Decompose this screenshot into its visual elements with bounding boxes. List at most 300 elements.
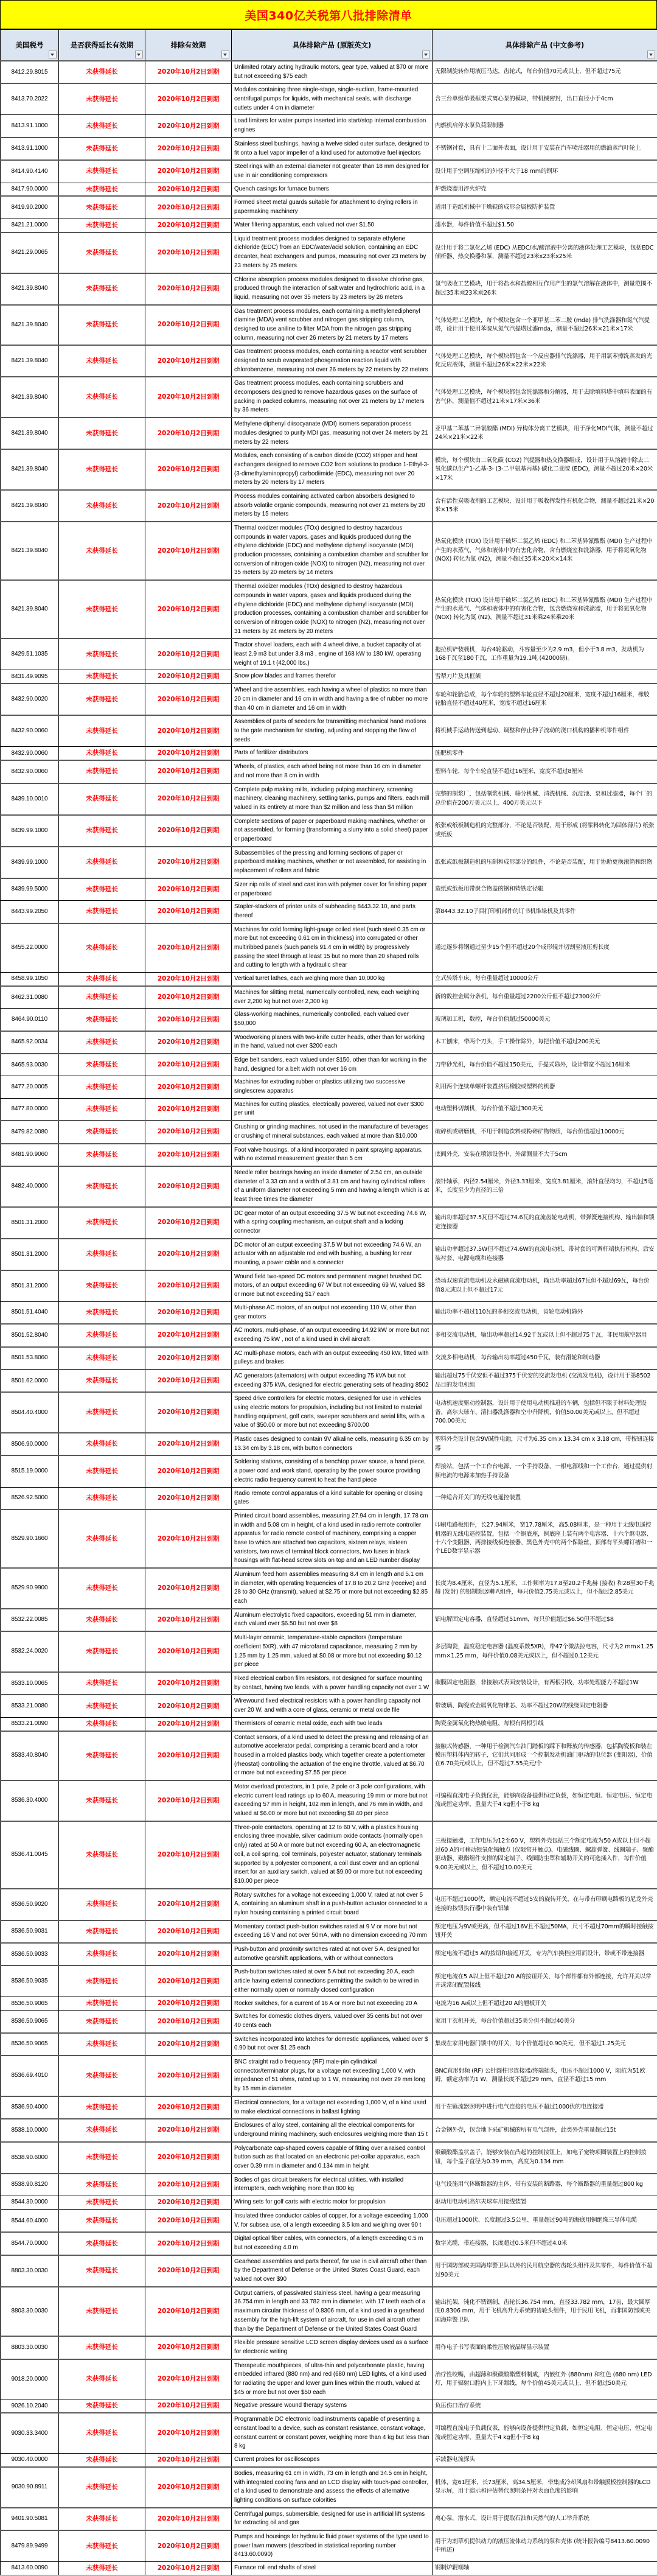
cell-hts-code: 9401.90.5081 bbox=[1, 2508, 59, 2530]
column-header-product-cn-label: 具体排除产品 (中文参考) bbox=[505, 41, 585, 49]
table-row bbox=[1, 83, 657, 115]
cell-product-english: Speed drive controllers for electric motors, designed for use in vehicles using electric motors for propulsion, including but not limited to material handling equipment, golf carts, sweeper scrubbers and aerial lifts, with a value of $50.00 or more but not exceeding $700.00 bbox=[232, 1392, 433, 1433]
cell-product-english: Wheels, of plastics, each wheel being not more than 16 cm in diameter and not more than 8 cm in width bbox=[232, 760, 433, 783]
cell-product-chinese: 第8443.32.10子目打印机部件的订书机堆垛机及其零件 bbox=[433, 901, 657, 923]
cell-extension-status: 未获得延长 bbox=[59, 639, 145, 670]
cell-product-chinese: 氯气吸收工艺模块，用于将盐水和盐酸相互作用产生的氯气溶解在液体中，测量范围不超过35米乘23米乘26米 bbox=[433, 273, 657, 305]
cell-product-english: Thermal oxidizer modules (TOx) designed to destroy hazardous compounds in water vapors, gases and liquids produced during the ethylene dichloride (EDC) and methylene diphenyl isocyanate (MDI) production processes, containing a combustion chamber and scrubber for conversion of nitrogen oxide (NOX) to nitrogen (N2), measuring not over 31 meters by 24 meters by 20 meters bbox=[232, 580, 433, 639]
cell-product-english: Polycarbonate cap-shaped covers capable of fitting over a raised control button such as that located on an electronic pet-collar apparatus, each cover 0.39 mm in diameter and 0.134 mm in height bbox=[232, 2142, 433, 2174]
cell-extension-status: 未获得延长 bbox=[59, 1144, 145, 1166]
table-row bbox=[1, 1301, 657, 1324]
table-row bbox=[1, 2255, 657, 2287]
cell-expiry-date: 2020年10月2日到期 bbox=[145, 2255, 232, 2287]
cell-expiry-date: 2020年10月2日到期 bbox=[145, 1031, 232, 1054]
cell-extension-status: 未获得延长 bbox=[59, 449, 145, 490]
cell-product-chinese: 气体处理工艺模块，每个模块包含一个亚甲基二苯二胺 (mda) 排气洗涤器和氮气汽提塔，设计用于使用苯胺从氮气汽提塔过滤mda，测量不超过26米×21米×17米 bbox=[433, 305, 657, 346]
cell-product-chinese: 可编程直流电子负载仪表，能够向设备提供恒定负载，如恒定电阻、恒定电压、恒定电流或恒定功率，重量大于4 kg但小于8 kg bbox=[433, 2413, 657, 2453]
table-row bbox=[1, 2453, 657, 2466]
cell-product-english: BNC straight radio frequency (RF) male-pin cylindrical connector/terminator plugs, for a voltage not exceeding 1,000 V, with impedance of 51 ohms, rated up to 1 W, measuring not over 29 mm long by 15 mm in diameter bbox=[232, 2056, 433, 2096]
table-row bbox=[1, 1031, 657, 1054]
table-row bbox=[1, 1717, 657, 1731]
cell-hts-code: 8421.39.8040 bbox=[1, 273, 59, 305]
cell-hts-code: 8501.51.4040 bbox=[1, 1301, 59, 1324]
table-row bbox=[1, 61, 657, 83]
cell-product-chinese: 合金钢外壳，包含地下采矿机械的所有电气部件，此类外壳重量超过15t bbox=[433, 2119, 657, 2141]
cell-hts-code: 8544.60.4000 bbox=[1, 2210, 59, 2232]
cell-product-english: Assemblies of parts of seeders for transmitting mechanical hand motions to the gate mechanism for starting, adjusting and stopping the flow of seeds bbox=[232, 715, 433, 747]
cell-hts-code: 8533.21.0090 bbox=[1, 1717, 59, 1731]
table-row bbox=[1, 815, 657, 847]
cell-product-chinese: 输出托架，钝化不锈钢制，齿轮长36.754 mm，直径33.782 mm，17齿，最大圆厚度0.8306 mm，用于飞机高升力系统的齿轮头组件，用于民用飞机，而非国防部或美国海岸警卫队 bbox=[433, 2287, 657, 2336]
cell-expiry-date: 2020年10月2日到期 bbox=[145, 1166, 232, 1207]
cell-product-chinese: 气体处理工艺模块，每个模块都包含洗涤器和分解器，用于去除填料塔中填料表面的有害气体，测量值不超过21米×17米×36米 bbox=[433, 377, 657, 418]
cell-product-english: Switches for domestic clothes dryers, valued over 35 cents but not over 40 cents each bbox=[232, 2011, 433, 2033]
cell-hts-code: 8413.70.2022 bbox=[1, 83, 59, 115]
table-row bbox=[1, 377, 657, 418]
cell-product-chinese: 车轮和轮胎总成，每个车轮的塑料车轮直径不超过20厘米，宽度不超过16厘米，橡胶轮胎直径不超过40厘米，宽度不超过16厘米 bbox=[433, 684, 657, 715]
cell-product-english: Rocker switches, for a current of 16 A or more but not exceeding 20 A bbox=[232, 1997, 433, 2011]
filter-dropdown-icon[interactable] bbox=[49, 51, 57, 58]
cell-hts-code: 9026.10.2040 bbox=[1, 2399, 59, 2413]
cell-hts-code: 8462.31.0080 bbox=[1, 986, 59, 1009]
cell-product-english: Snow plow blades and frames therefor bbox=[232, 670, 433, 684]
cell-hts-code: 8536.50.9065 bbox=[1, 1997, 59, 2011]
table-row bbox=[1, 233, 657, 273]
cell-product-english: Plastic cases designed to contain 9V alkaline cells, measuring 6.35 cm by 13.34 cm by 3.18 cm, with button connectors bbox=[232, 1433, 433, 1455]
cell-product-chinese: 内燃机启停水泵负荷限制器 bbox=[433, 115, 657, 138]
cell-product-english: Pumps and housings for hydraulic fluid power systems of the type used to power lawn mowers (described in statistical reporting number 8413.60.0090) bbox=[232, 2530, 433, 2562]
cell-expiry-date: 2020年10月2日到期 bbox=[145, 923, 232, 973]
cell-expiry-date: 2020年10月2日到期 bbox=[145, 1568, 232, 1609]
table-row bbox=[1, 1510, 657, 1568]
cell-extension-status: 未获得延长 bbox=[59, 1889, 145, 1920]
cell-expiry-date: 2020年10月2日到期 bbox=[145, 986, 232, 1009]
cell-product-chinese: 造纸或纸板用带聚合物盖的钢和铸铁定径辊 bbox=[433, 878, 657, 901]
cell-extension-status: 未获得延长 bbox=[59, 138, 145, 160]
cell-extension-status: 未获得延长 bbox=[59, 1370, 145, 1392]
column-header-product-en[interactable] bbox=[232, 30, 433, 61]
table-row bbox=[1, 1076, 657, 1098]
cell-product-chinese: 长度为8.4厘米，直径为5.1厘米，工作频率为17.8至20.2千兆赫 (接收) 和28至30千兆赫 (发射) 的铝制馈送喇叭组件，每只价值2.75美元或以上，但不超过2.85美元 bbox=[433, 1568, 657, 1609]
cell-hts-code: 8479.82.0080 bbox=[1, 1121, 59, 1143]
table-row bbox=[1, 2011, 657, 2033]
cell-product-english: Vertical turret lathes, each weighing more than 10,000 kg bbox=[232, 973, 433, 986]
table-row bbox=[1, 1207, 657, 1239]
cell-product-chinese: 完整的制浆厂，包括制浆机械、筛分机械、清洗机械、沉淀池、泵和过滤器，每个厂的总价值在200万美元以上，400万美元以下 bbox=[433, 783, 657, 815]
cell-extension-status: 未获得延长 bbox=[59, 2359, 145, 2399]
cell-expiry-date: 2020年10月2日到期 bbox=[145, 219, 232, 232]
cell-product-english: Chlorine absorption process modules designed to dissolve chlorine gas, produced through the interaction of salt water and hydrochloric acid, in a liquid, measuring not over 35 meters by 23 meters by 26 meters bbox=[232, 273, 433, 305]
cell-extension-status: 未获得延长 bbox=[59, 815, 145, 847]
table-row bbox=[1, 1780, 657, 1821]
cell-product-english: Complete pulp making mills, including pulping machinery, screening machinery, cleaning machinery, settling tanks, pumps and filters, each mill valued in its entirety at more than $2 million and less than $4 million bbox=[232, 783, 433, 815]
cell-extension-status: 未获得延长 bbox=[59, 2056, 145, 2096]
cell-product-english: Current probes for oscilloscopes bbox=[232, 2453, 433, 2466]
table-row bbox=[1, 923, 657, 973]
table-row bbox=[1, 1695, 657, 1717]
cell-expiry-date: 2020年10月2日到期 bbox=[145, 1239, 232, 1270]
cell-product-chinese: 数字光缆，带连接器，长度超过0.5米但不超过4.0米 bbox=[433, 2232, 657, 2255]
cell-product-chinese: 滚针轴承，内径2.54厘米，外径3.33厘米，宽度3.81厘米，滚针直径均匀，不超过5毫米，长度至少为直径的三倍 bbox=[433, 1166, 657, 1207]
cell-extension-status: 未获得延长 bbox=[59, 1672, 145, 1695]
cell-hts-code: 8413.60.0090 bbox=[1, 2562, 59, 2575]
cell-hts-code: 9030.40.0000 bbox=[1, 2453, 59, 2466]
column-header-product-en-label: 具体排除产品 (原版英文) bbox=[292, 41, 372, 49]
cell-product-chinese: 玻璃加工机，数控，每台价值超过50000美元 bbox=[433, 1009, 657, 1031]
cell-extension-status: 未获得延长 bbox=[59, 1780, 145, 1821]
cell-product-english: Wirewound fixed electrical resistors with a power handling capacity not over 20 W, and with a core of glass, ceramic or metal oxide file bbox=[232, 1695, 433, 1717]
cell-product-chinese: 额定电流在5 A以上但不超过20 A的按钮开关，每个部件都有外部连接，允许开关以常开或常闭配置接线 bbox=[433, 1965, 657, 1997]
cell-product-english: AC generators (alternators) with output exceeding 75 kVA but not exceeding 375 kVA, designed for electric generating sets of heading 8502 bbox=[232, 1370, 433, 1392]
column-header-expiry-label: 排除有效期 bbox=[170, 41, 206, 49]
filter-dropdown-icon[interactable] bbox=[647, 51, 655, 58]
cell-product-chinese: 不锈钢衬套，具有十二面外表面，设计用于安装在汽车喷油器用的燃油蒸汽叶轮上 bbox=[433, 138, 657, 160]
table-row bbox=[1, 490, 657, 522]
cell-extension-status: 未获得延长 bbox=[59, 2210, 145, 2232]
cell-expiry-date: 2020年10月2日到期 bbox=[145, 973, 232, 986]
cell-hts-code: 8458.99.1050 bbox=[1, 973, 59, 986]
cell-product-english: Glass-working machines, numerically controlled, each valued over $50,000 bbox=[232, 1009, 433, 1031]
table-row bbox=[1, 1009, 657, 1031]
cell-extension-status: 未获得延长 bbox=[59, 1731, 145, 1780]
cell-product-chinese: 输出功率不超过110瓦的多相交流电动机，齿轮电动机除外 bbox=[433, 1301, 657, 1324]
cell-hts-code: 8439.99.5000 bbox=[1, 878, 59, 901]
cell-product-chinese: 电压不超过1000伏，额定电流不超过5安的旋转开关，在与带有印刷电路板的尼龙外壳连接的按钮执行器中装有铝轴 bbox=[433, 1889, 657, 1920]
cell-product-chinese: 用于国防部或美国海岸警卫队以外的民用航空器的齿轮头组件及其零件，每件价值不超过90美元 bbox=[433, 2255, 657, 2287]
cell-expiry-date: 2020年10月2日到期 bbox=[145, 815, 232, 847]
cell-expiry-date: 2020年10月2日到期 bbox=[145, 345, 232, 377]
table-row bbox=[1, 160, 657, 183]
cell-expiry-date: 2020年10月2日到期 bbox=[145, 2399, 232, 2413]
cell-product-english: Soldering stations, consisting of a benchtop power source, a hand piece, a power cord and work stand, operating by the power source providing electric radio frequency current to heat the hand piece bbox=[232, 1455, 433, 1487]
cell-hts-code: 8544.70.0000 bbox=[1, 2232, 59, 2255]
cell-expiry-date: 2020年10月2日到期 bbox=[145, 684, 232, 715]
cell-extension-status: 未获得延长 bbox=[59, 1301, 145, 1324]
cell-extension-status: 未获得延长 bbox=[59, 1609, 145, 1631]
cell-product-chinese: 驱动用电动机高尔夫球车用接线装置 bbox=[433, 2196, 657, 2210]
table-row bbox=[1, 715, 657, 747]
cell-product-chinese: 电压超过1000伏、长度超过3.5公里、重量超过90吨的海底用铜绝缘三导体电缆 bbox=[433, 2210, 657, 2232]
cell-extension-status: 未获得延长 bbox=[59, 490, 145, 522]
cell-expiry-date: 2020年10月2日到期 bbox=[145, 2467, 232, 2508]
cell-expiry-date: 2020年10月2日到期 bbox=[145, 2142, 232, 2174]
cell-expiry-date: 2020年10月2日到期 bbox=[145, 878, 232, 901]
cell-extension-status: 未获得延长 bbox=[59, 1347, 145, 1370]
cell-extension-status: 未获得延长 bbox=[59, 1920, 145, 1943]
cell-product-english: Unlimited rotary acting hydraulic motors, gear type, valued at $70 or more but not exceeding $75 each bbox=[232, 61, 433, 83]
cell-expiry-date: 2020年10月2日到期 bbox=[145, 847, 232, 878]
cell-product-english: Multi-phase AC motors, of an output not exceeding 110 W, other than gear motors bbox=[232, 1301, 433, 1324]
cell-hts-code: 8515.19.0000 bbox=[1, 1455, 59, 1487]
cell-extension-status: 未获得延长 bbox=[59, 345, 145, 377]
cell-product-english: Bodies, measuring 61 cm in width, 73 cm in length and 34.5 cm in height, with integrated cooling fans and an LCD display with touch-pad controller, of a kind used to demonstrate and assess the effects of alternative lighting conditions on surface colorities bbox=[232, 2467, 433, 2508]
cell-hts-code: 8439.99.1000 bbox=[1, 815, 59, 847]
cell-extension-status: 未获得延长 bbox=[59, 973, 145, 986]
cell-product-english: Furnace roll end shafts of steel bbox=[232, 2562, 433, 2575]
column-header-hts-code-label: 美国税号 bbox=[15, 41, 44, 49]
cell-expiry-date: 2020年10月2日到期 bbox=[145, 1076, 232, 1098]
cell-expiry-date: 2020年10月2日到期 bbox=[145, 2011, 232, 2033]
column-header-expiry[interactable] bbox=[145, 30, 232, 61]
cell-expiry-date: 2020年10月2日到期 bbox=[145, 1943, 232, 1965]
cell-product-chinese: 木工刨床，带两个刀头，手工操作除外，每把价值不超过200美元 bbox=[433, 1031, 657, 1054]
column-header-hts-code[interactable] bbox=[1, 30, 59, 61]
cell-extension-status: 未获得延长 bbox=[59, 1631, 145, 1672]
table-row bbox=[1, 2359, 657, 2399]
cell-extension-status: 未获得延长 bbox=[59, 2287, 145, 2336]
cell-expiry-date: 2020年10月2日到期 bbox=[145, 1889, 232, 1920]
cell-extension-status: 未获得延长 bbox=[59, 1997, 145, 2011]
cell-extension-status: 未获得延长 bbox=[59, 522, 145, 580]
table-row bbox=[1, 901, 657, 923]
cell-expiry-date: 2020年10月2日到期 bbox=[145, 1609, 232, 1631]
cell-expiry-date: 2020年10月2日到期 bbox=[145, 1717, 232, 1731]
table-row bbox=[1, 580, 657, 639]
filter-dropdown-icon[interactable] bbox=[221, 51, 229, 58]
cell-product-english: Parts of fertilizer distributors bbox=[232, 747, 433, 760]
cell-product-chinese: 刀带砂光机，每台价值不超过150美元，手提式除外，设计带宽不超过16厘米 bbox=[433, 1054, 657, 1076]
cell-hts-code: 8526.92.5000 bbox=[1, 1487, 59, 1510]
table-row bbox=[1, 1166, 657, 1207]
table-row bbox=[1, 1121, 657, 1143]
cell-product-chinese: 含有活性炭吸收剂的工艺模块，设计用于吸收挥发性有机化合物，测量不超过21米×20米×15米 bbox=[433, 490, 657, 522]
cell-extension-status: 未获得延长 bbox=[59, 219, 145, 232]
filter-dropdown-icon[interactable] bbox=[135, 51, 143, 58]
table-row bbox=[1, 1433, 657, 1455]
cell-hts-code: 8419.90.2000 bbox=[1, 196, 59, 219]
table-row bbox=[1, 1965, 657, 1997]
cell-product-chinese: 离心泵，潜水式，设计用于提取石油和天然气的人工举升系统 bbox=[433, 2508, 657, 2530]
table-row bbox=[1, 522, 657, 580]
cell-extension-status: 未获得延长 bbox=[59, 196, 145, 219]
cell-product-chinese: 适用于造纸机械中干燥辊的成形金属板防护装置 bbox=[433, 196, 657, 219]
cell-product-chinese: 聚碳酸酯盖状盖子，能够安装在凸起的控制按钮上，如电子宠物项圈装置上的控制按钮，每个盖子直径为0.39 mm，高度为0.134 mm bbox=[433, 2142, 657, 2174]
cell-product-english: Machines for cold forming light-gauge coiled steel (such steel 0.35 cm or more but not exceeding 0.61 cm in thickness) into corrugated or other multiribbed panels (such panels 91.4 cm in width) by progressively passing the steel through at least 15 but no more than 20 shaped rolls and cutting to length with a hydraulic shear bbox=[232, 923, 433, 973]
cell-expiry-date: 2020年10月2日到期 bbox=[145, 1455, 232, 1487]
cell-product-english: Subassemblies of the pressing and forming sections of paper or paperboard making machines, whether or not assembled, for assisting in replacement of rollers and fabric bbox=[232, 847, 433, 878]
cell-expiry-date: 2020年10月2日到期 bbox=[145, 639, 232, 670]
cell-expiry-date: 2020年10月2日到期 bbox=[145, 2530, 232, 2562]
cell-product-english: Flexible pressure sensitive LCD screen display devices used as a surface for electronic writing bbox=[232, 2336, 433, 2359]
cell-extension-status: 未获得延长 bbox=[59, 83, 145, 115]
cell-hts-code: 8421.29.0065 bbox=[1, 233, 59, 273]
cell-product-english: Tractor shovel loaders, each with 4 wheel drive, a bucket capacity of at least 2.9 m3 but under 3.8 m3 , engine of 168 kW to 180 kW, operating weight of 19.1 t (42,000 lbs.) bbox=[232, 639, 433, 670]
cell-hts-code: 8421.39.8040 bbox=[1, 418, 59, 449]
cell-product-chinese: 拖拉机铲装载机，每台4轮驱动，斗容量至少为2.9 m3，但小于3.8 m3，发动机为168千瓦至180千瓦，工作重量为19.1吨 (42000磅)。 bbox=[433, 639, 657, 670]
cell-extension-status: 未获得延长 bbox=[59, 2336, 145, 2359]
cell-extension-status: 未获得延长 bbox=[59, 2530, 145, 2562]
cell-product-chinese: 利用两个连续单螺杆装置挤压橡胶或塑料的机器 bbox=[433, 1076, 657, 1098]
table-row bbox=[1, 1997, 657, 2011]
cell-hts-code: 8421.39.8040 bbox=[1, 580, 59, 639]
cell-hts-code: 8421.39.8040 bbox=[1, 377, 59, 418]
cell-extension-status: 未获得延长 bbox=[59, 61, 145, 83]
table-row bbox=[1, 273, 657, 305]
cell-product-chinese: 热氧化模块 (TOX) 设计用于破坏二氯乙烯 (EDC) 和二苯基异氰酸酯 (MDI) 生产过程中产生的水蒸气、气体和液体中的有害化合物，含有燃烧室和洗涤器，用于将氮氧化物 (NOX) 转化为氮 (N2)，测量不超过35米×20米×14米 bbox=[433, 522, 657, 580]
cell-product-english: Enclosures of alloy steel, containing all the electrical components for underground mining machinery, such enclosures weighing more than 15 t bbox=[232, 2119, 433, 2141]
cell-expiry-date: 2020年10月2日到期 bbox=[145, 1821, 232, 1889]
cell-product-chinese: 纸张或纸板制造机的压制和成形部分的组件，不论是否装配，用于协助更换滚筒和织物 bbox=[433, 847, 657, 878]
table-row bbox=[1, 1270, 657, 1302]
cell-product-english: Radio remote control apparatus of a kind suitable for opening or closing gates bbox=[232, 1487, 433, 1510]
cell-extension-status: 未获得延长 bbox=[59, 986, 145, 1009]
table-row bbox=[1, 1455, 657, 1487]
cell-expiry-date: 2020年10月2日到期 bbox=[145, 61, 232, 83]
cell-hts-code: 8538.90.8120 bbox=[1, 2174, 59, 2196]
cell-product-english: Momentary contact push-button switches rated at 9 V or more but not exceeding 16 V and not over 50mA, with no dimension exceeding 70 mm bbox=[232, 1920, 433, 1943]
cell-product-english: Wound field two-speed DC motors and permanent magnet brushed DC motors, of an output exceeding 67 W but not exceeding 69 W, valued $8 or more but not exceeding $17 each bbox=[232, 1270, 433, 1302]
cell-extension-status: 未获得延长 bbox=[59, 1324, 145, 1346]
cell-product-chinese: 带玻璃、陶瓷或金属氧化物堆芯、功率不超过20W的线绕固定电阻器 bbox=[433, 1695, 657, 1717]
cell-product-english: Machines for cutting plastics, electrically powered, valued not over $300 per unit bbox=[232, 1098, 433, 1121]
cell-product-english: Output carriers, of passivated stainless steel, having a gear measuring 36.754 mm in length and 33.782 mm in diameter, with 17 teeth each of a maximum circular thickness of 0.8306 mm, of a kind used in a gearhead assembly for the high-lift system of aircraft, for use in civil aircraft other than by the Department of Defense or the United States Coast Guard bbox=[232, 2287, 433, 2336]
cell-product-english: Machines for slitting metal, numerically controlled, new, each weighing over 2,200 kg but not over 2,300 kg bbox=[232, 986, 433, 1009]
cell-hts-code: 9030.33.3400 bbox=[1, 2413, 59, 2453]
table-row bbox=[1, 2467, 657, 2508]
cell-extension-status: 未获得延长 bbox=[59, 2508, 145, 2530]
cell-hts-code: 8501.53.8060 bbox=[1, 1347, 59, 1370]
cell-extension-status: 未获得延长 bbox=[59, 1965, 145, 1997]
cell-product-chinese: 示波器电流探头 bbox=[433, 2453, 657, 2466]
cell-product-english: Steel rings with an external diameter not greater than 18 mm designed for use in air conditioning compressors bbox=[232, 160, 433, 183]
cell-product-english: Woodworking planers with two-knife cutter heads, other than for working in the hand, valued not over $200 each bbox=[232, 1031, 433, 1054]
cell-expiry-date: 2020年10月2日到期 bbox=[145, 2336, 232, 2359]
table-row bbox=[1, 2033, 657, 2056]
cell-extension-status: 未获得延长 bbox=[59, 2196, 145, 2210]
table-row bbox=[1, 2508, 657, 2530]
table-row bbox=[1, 1889, 657, 1920]
table-row bbox=[1, 760, 657, 783]
table-row bbox=[1, 1487, 657, 1510]
cell-hts-code: 8443.99.2050 bbox=[1, 901, 59, 923]
table-row bbox=[1, 345, 657, 377]
cell-product-chinese: 电气设施用气体断路器的主体，带有安装的断路器，每个断路器的重量超过800 kg bbox=[433, 2174, 657, 2196]
cell-product-english: Wiring sets for golf carts with electric motor for propulsion bbox=[232, 2196, 433, 2210]
table-row bbox=[1, 1609, 657, 1631]
cell-product-english: DC gear motor of an output exceeding 37.5 W but not exceeding 74.6 W, with a spring coupling mechanism, an output shaft and a locking connector bbox=[232, 1207, 433, 1239]
cell-hts-code: 8439.99.1000 bbox=[1, 847, 59, 878]
cell-product-chinese: 模块，每个模块由二氧化碳 (CO2) 汽提器和热交换器组成，设计用于从溶液中除去二氧化碳以生产1-乙基-3- (3-二甲氨基丙基) 碳化二亚胺 (EDC)，测量不超过20米×20米×17米 bbox=[433, 449, 657, 490]
cell-product-english: Water filtering apparatus, each valued not over $1.50 bbox=[232, 219, 433, 232]
cell-product-chinese: 塑料外壳设计包含9V碱性电池，尺寸为6.35 cm x 13.34 cm x 3.18 cm，带按钮连接器 bbox=[433, 1433, 657, 1455]
cell-hts-code: 8429.51.1035 bbox=[1, 639, 59, 670]
cell-hts-code: 8536.50.9020 bbox=[1, 1889, 59, 1920]
cell-product-chinese: 塑料车轮，每个车轮直径不超过16厘米，宽度不超过8厘米 bbox=[433, 760, 657, 783]
cell-hts-code: 8536.50.9065 bbox=[1, 2033, 59, 2056]
cell-product-chinese: 用作电子书写表面的柔性压敏液晶屏显示装置 bbox=[433, 2336, 657, 2359]
cell-extension-status: 未获得延长 bbox=[59, 2413, 145, 2453]
cell-extension-status: 未获得延长 bbox=[59, 1098, 145, 1121]
cell-expiry-date: 2020年10月2日到期 bbox=[145, 1695, 232, 1717]
cell-product-chinese: 滤水器，每件价值不超过$1.50 bbox=[433, 219, 657, 232]
cell-extension-status: 未获得延长 bbox=[59, 160, 145, 183]
table-row bbox=[1, 2056, 657, 2096]
cell-expiry-date: 2020年10月2日到期 bbox=[145, 1054, 232, 1076]
cell-product-chinese: 底阀外壳，安装在喷漆设备中，外部测量不大于5cm bbox=[433, 1144, 657, 1166]
cell-expiry-date: 2020年10月2日到期 bbox=[145, 1207, 232, 1239]
cell-hts-code: 8465.93.0030 bbox=[1, 1054, 59, 1076]
cell-product-chinese: 纸张或纸板制造机的完整部分，不论是否装配，用于形成 (将浆料转化为固体薄片) 纸张或纸板 bbox=[433, 815, 657, 847]
table-row bbox=[1, 1144, 657, 1166]
cell-expiry-date: 2020年10月2日到期 bbox=[145, 1392, 232, 1433]
cell-extension-status: 未获得延长 bbox=[59, 2096, 145, 2119]
table-row bbox=[1, 196, 657, 219]
table-row bbox=[1, 449, 657, 490]
cell-extension-status: 未获得延长 bbox=[59, 1207, 145, 1239]
cell-hts-code: 8529.90.1660 bbox=[1, 1510, 59, 1568]
column-header-product-cn[interactable] bbox=[433, 30, 657, 61]
cell-expiry-date: 2020年10月2日到期 bbox=[145, 2210, 232, 2232]
table-row bbox=[1, 2287, 657, 2336]
column-header-extension-status[interactable] bbox=[59, 30, 145, 61]
cell-extension-status: 未获得延长 bbox=[59, 2033, 145, 2056]
table-row bbox=[1, 986, 657, 1009]
cell-extension-status: 未获得延长 bbox=[59, 2562, 145, 2575]
filter-dropdown-icon[interactable] bbox=[422, 51, 430, 58]
cell-hts-code: 8544.30.0000 bbox=[1, 2196, 59, 2210]
cell-hts-code: 8538.90.6000 bbox=[1, 2142, 59, 2174]
cell-product-english: Crushing or grinding machines, not used in the manufacture of beverages or crushing of mineral substances, each valued at more than $10,000 bbox=[232, 1121, 433, 1143]
page-title-banner bbox=[0, 0, 657, 29]
cell-expiry-date: 2020年10月2日到期 bbox=[145, 2033, 232, 2056]
table-row bbox=[1, 2232, 657, 2255]
cell-product-chinese: 可编程直流电子负载仪表，能够向设备提供恒定负载，如恒定电阻、恒定电压、恒定电流或恒定功率，重量大于4 kg但小于8 kg bbox=[433, 1780, 657, 1821]
cell-product-chinese: 用于在镇流器照明中进行电气连接的电压不超过1000伏的电连接器 bbox=[433, 2096, 657, 2119]
cell-hts-code: 8501.31.2000 bbox=[1, 1239, 59, 1270]
table-row bbox=[1, 639, 657, 670]
cell-expiry-date: 2020年10月2日到期 bbox=[145, 1098, 232, 1121]
table-row bbox=[1, 1920, 657, 1943]
table-row bbox=[1, 219, 657, 232]
cell-extension-status: 未获得延长 bbox=[59, 115, 145, 138]
table-body bbox=[1, 61, 657, 2575]
table-row bbox=[1, 1098, 657, 1121]
table-row bbox=[1, 878, 657, 901]
cell-hts-code: 8421.39.8040 bbox=[1, 345, 59, 377]
cell-extension-status: 未获得延长 bbox=[59, 183, 145, 196]
cell-product-english: Stapler-stackers of printer units of subheading 8443.32.10, and parts thereof bbox=[232, 901, 433, 923]
table-header-row bbox=[1, 30, 657, 61]
cell-extension-status: 未获得延长 bbox=[59, 1009, 145, 1031]
cell-expiry-date: 2020年10月2日到期 bbox=[145, 196, 232, 219]
cell-hts-code: 8431.49.9095 bbox=[1, 670, 59, 684]
cell-product-english: Machines for extruding rubber or plastics utilizing two successive singlescrew apparatus bbox=[232, 1076, 433, 1098]
cell-expiry-date: 2020年10月2日到期 bbox=[145, 1510, 232, 1568]
cell-hts-code: 8506.90.0000 bbox=[1, 1433, 59, 1455]
table-row bbox=[1, 1392, 657, 1433]
cell-product-chinese: 铝电解固定电容器，直径超过51mm，每只价值超过$6.50但不超过$8 bbox=[433, 1609, 657, 1631]
cell-product-chinese: 一种适合开关门的无线电遥控装置 bbox=[433, 1487, 657, 1510]
table-row bbox=[1, 2174, 657, 2196]
cell-product-english: Rotary switches for a voltage not exceeding 1,000 V, rated at not over 5 A, containing an aluminum shaft in a push-button actuator connected to a nylon housing containing a printed circuit board bbox=[232, 1889, 433, 1920]
table-row bbox=[1, 2119, 657, 2141]
cell-product-english: Stainless steel bushings, having a twelve sided outer surface, designed to fit onto a fuel vapor impeller of a kind used for automotive fuel injectors bbox=[232, 138, 433, 160]
cell-expiry-date: 2020年10月2日到期 bbox=[145, 1965, 232, 1997]
cell-expiry-date: 2020年10月2日到期 bbox=[145, 1301, 232, 1324]
cell-extension-status: 未获得延长 bbox=[59, 901, 145, 923]
cell-product-chinese: 炉燃烧器用淬火炉壳 bbox=[433, 183, 657, 196]
cell-expiry-date: 2020年10月2日到期 bbox=[145, 1920, 232, 1943]
cell-expiry-date: 2020年10月2日到期 bbox=[145, 418, 232, 449]
cell-extension-status: 未获得延长 bbox=[59, 1487, 145, 1510]
cell-extension-status: 未获得延长 bbox=[59, 1455, 145, 1487]
table-row bbox=[1, 747, 657, 760]
cell-hts-code: 8482.40.0000 bbox=[1, 1166, 59, 1207]
cell-product-chinese: 焊接站，包括一个工作台电源、一个手持设备、一根电源线和一个工作台，通过提供射频电流的电源来加热手持设备 bbox=[433, 1455, 657, 1487]
cell-expiry-date: 2020年10月2日到期 bbox=[145, 1731, 232, 1780]
cell-product-english: Push-button switches rated at over 5 A but not exceeding 20 A, each article having external connections permitting the switch to be wired in either normally open or normally closed configuration bbox=[232, 1965, 433, 1997]
cell-hts-code: 8536.41.0045 bbox=[1, 1821, 59, 1889]
